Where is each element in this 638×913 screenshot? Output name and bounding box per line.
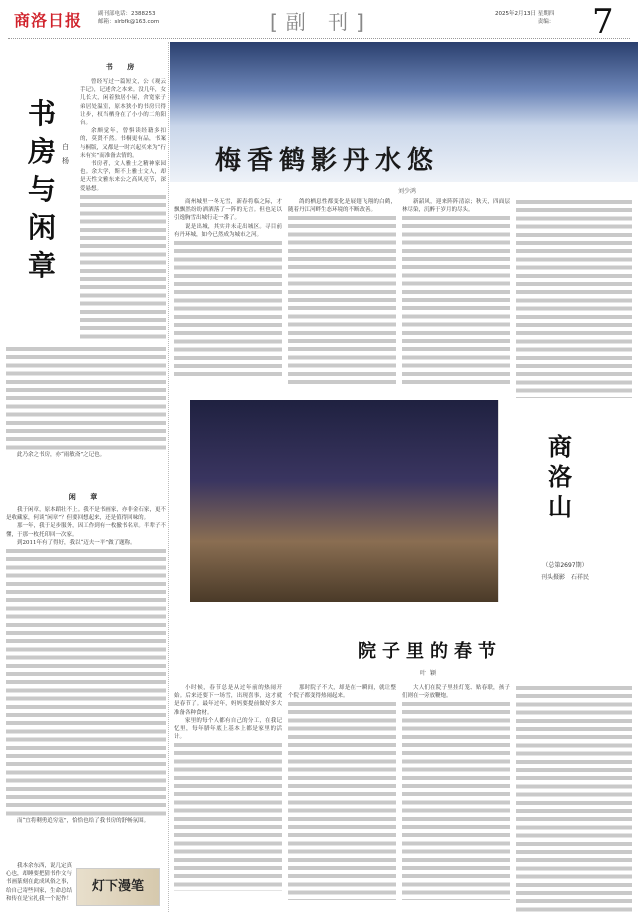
issue-date xyxy=(495,10,554,26)
text-block xyxy=(174,239,282,379)
text-block xyxy=(402,214,510,384)
paragraph: 鸽的栖息性都变化是展翅飞翔的白鹤，随着丹江河畔生态环境的不断改善。 xyxy=(288,199,396,214)
newspaper-logo: 商洛日报 xyxy=(14,11,83,30)
header-divider xyxy=(8,38,630,39)
paragraph: 说是出城，其实并未走出城区。寻目前有丹环城，如今已然成为城市之河。 xyxy=(174,223,282,238)
subheading-study: 书 房 xyxy=(105,62,141,71)
paragraph: 书房者，文人雅士之精神家园也。余大学，斯不上雅士文人，却是天性文雅东来公之高风亮节，深爱悬想。 xyxy=(80,161,166,192)
paragraph: 余颇觉年，曾惧读经籍多扣的，莫贤不然。书桐更有品，书案与桐版，又都是一时兴起买来为“行未有实”而准备去情的。 xyxy=(80,128,166,159)
paragraph: 曾经写过一篇短文，公《观云手记》，记述舍之本来。没几年，女儿长大，闲着独居小屋，舍宽家子弟居处温室，原本狭小的书房只得让步，权当栖身在了小小的二角阳台。 xyxy=(80,79,166,127)
essay1-column xyxy=(80,62,166,342)
paragraph: 此乃余之书房，亦“雨敏斋”之记也。 xyxy=(17,452,106,458)
paragraph: 到2011年有了得好，我以“迈夫一平”做了题称。 xyxy=(17,539,136,546)
essay1-title xyxy=(25,95,59,285)
essay3-column xyxy=(516,684,632,912)
paragraph: 那时院子不大，却是在一瞬间，就让整个院子都变得热闹起来。 xyxy=(288,685,396,700)
essay2-column xyxy=(516,198,632,398)
essay2-column xyxy=(174,198,282,398)
title-char: 章 xyxy=(27,249,56,282)
paragraph: 那一年，我于足步服务，因工作到有一枚撤书名章。半辈子不懂，于那一枚托印回一次家。 xyxy=(6,523,166,538)
paragraph: 我于闲章，原本蹈壮不上。我不是书画家，亦非金石家，更不是收藏家，何谈“闲章”？但要回想起来，还是值得回味的。 xyxy=(6,507,166,522)
text-block xyxy=(288,214,396,384)
essay2-column xyxy=(402,198,510,398)
essay1-ending xyxy=(6,862,72,912)
essay2-column xyxy=(288,198,396,398)
paragraph: 家里的每个人都有自己的分工，在我记忆里，每年腊年底上基本上都是家里的活计。 xyxy=(174,717,282,741)
text-block xyxy=(516,684,632,912)
paragraph: 新韶风，迎来阵阵清凉；秋天，四面层林尽染，沉醉于岁月的尽头。 xyxy=(402,199,510,214)
email-text: 邮箱：slrbfk@163.com xyxy=(98,19,160,25)
column-divider xyxy=(168,42,169,912)
essay2-author: 刘少鸿 xyxy=(398,188,417,195)
essay1-body xyxy=(6,345,166,475)
phone-text: 副刊部电话：2388253 xyxy=(98,11,156,17)
paragraph: 商州城里一冬无雪，新春将临之际，才飘飘然纷纷洒洒落了一阵的无言。但也足以引逸胸雪出城行走一番了。 xyxy=(174,199,282,222)
page-number: 7 xyxy=(592,2,614,42)
essay1-author: 白杨 xyxy=(62,143,69,165)
essay3-column xyxy=(174,684,282,912)
text-block xyxy=(288,700,396,900)
essay3-column xyxy=(402,684,510,912)
paragraph: 而“宜将剩勇追穷寇”，恰恰也给了我书房的舒畅氛围。 xyxy=(17,818,150,825)
subheading-seal: 闲 章 xyxy=(68,492,104,501)
paragraph: 小时候，春节总是从过年前的热闹开始。后来还要下一场雪，出现喜事，这才就是春节了。最年过年，妈妈要提前做好多大准备各种食材。 xyxy=(174,685,282,716)
city-night-photo xyxy=(190,400,498,602)
text-block xyxy=(174,741,282,891)
text-block xyxy=(80,193,166,342)
paragraph: 大人们在院子里挂灯笼、贴春联，孩子们则在一旁放鞭炮。 xyxy=(402,685,510,700)
issue-number: （总第2697期） xyxy=(542,562,588,569)
paragraph: 我本余东西，说几定真心也，却睡要把猜书作文与书画篆刻在此成风俗之事，给自己寄些回家，生命总结和传在是宝扎我一个泥作！ xyxy=(6,863,72,902)
editors-text: 责编： xyxy=(537,19,555,25)
section-title: [副 刊] xyxy=(270,10,372,34)
text-block xyxy=(6,345,166,451)
text-block xyxy=(6,547,166,817)
text-block xyxy=(516,198,632,398)
essay3-title: 院子里的春节 xyxy=(358,641,502,662)
date-text: 2025年2月13日 星期四 xyxy=(495,11,555,17)
essay3-author: 叶颖 xyxy=(419,670,440,677)
title-char: 与 xyxy=(27,173,56,206)
column-logo-dengxia: 灯下漫笔 xyxy=(76,868,160,906)
text-block xyxy=(402,700,510,900)
essay2-title: 梅香鹤影丹水悠 xyxy=(215,146,440,176)
contact-info xyxy=(98,10,159,26)
title-char: 书 xyxy=(27,97,56,130)
masthead-title: 商洛山 xyxy=(548,433,572,521)
title-char: 闲 xyxy=(27,211,56,244)
essay3-column xyxy=(288,684,396,912)
essay1-body-2 xyxy=(6,506,166,861)
title-char: 房 xyxy=(27,135,56,168)
photo-credit: 刊头摄影 石祥民 xyxy=(540,574,589,581)
masthead-info xyxy=(505,560,625,584)
